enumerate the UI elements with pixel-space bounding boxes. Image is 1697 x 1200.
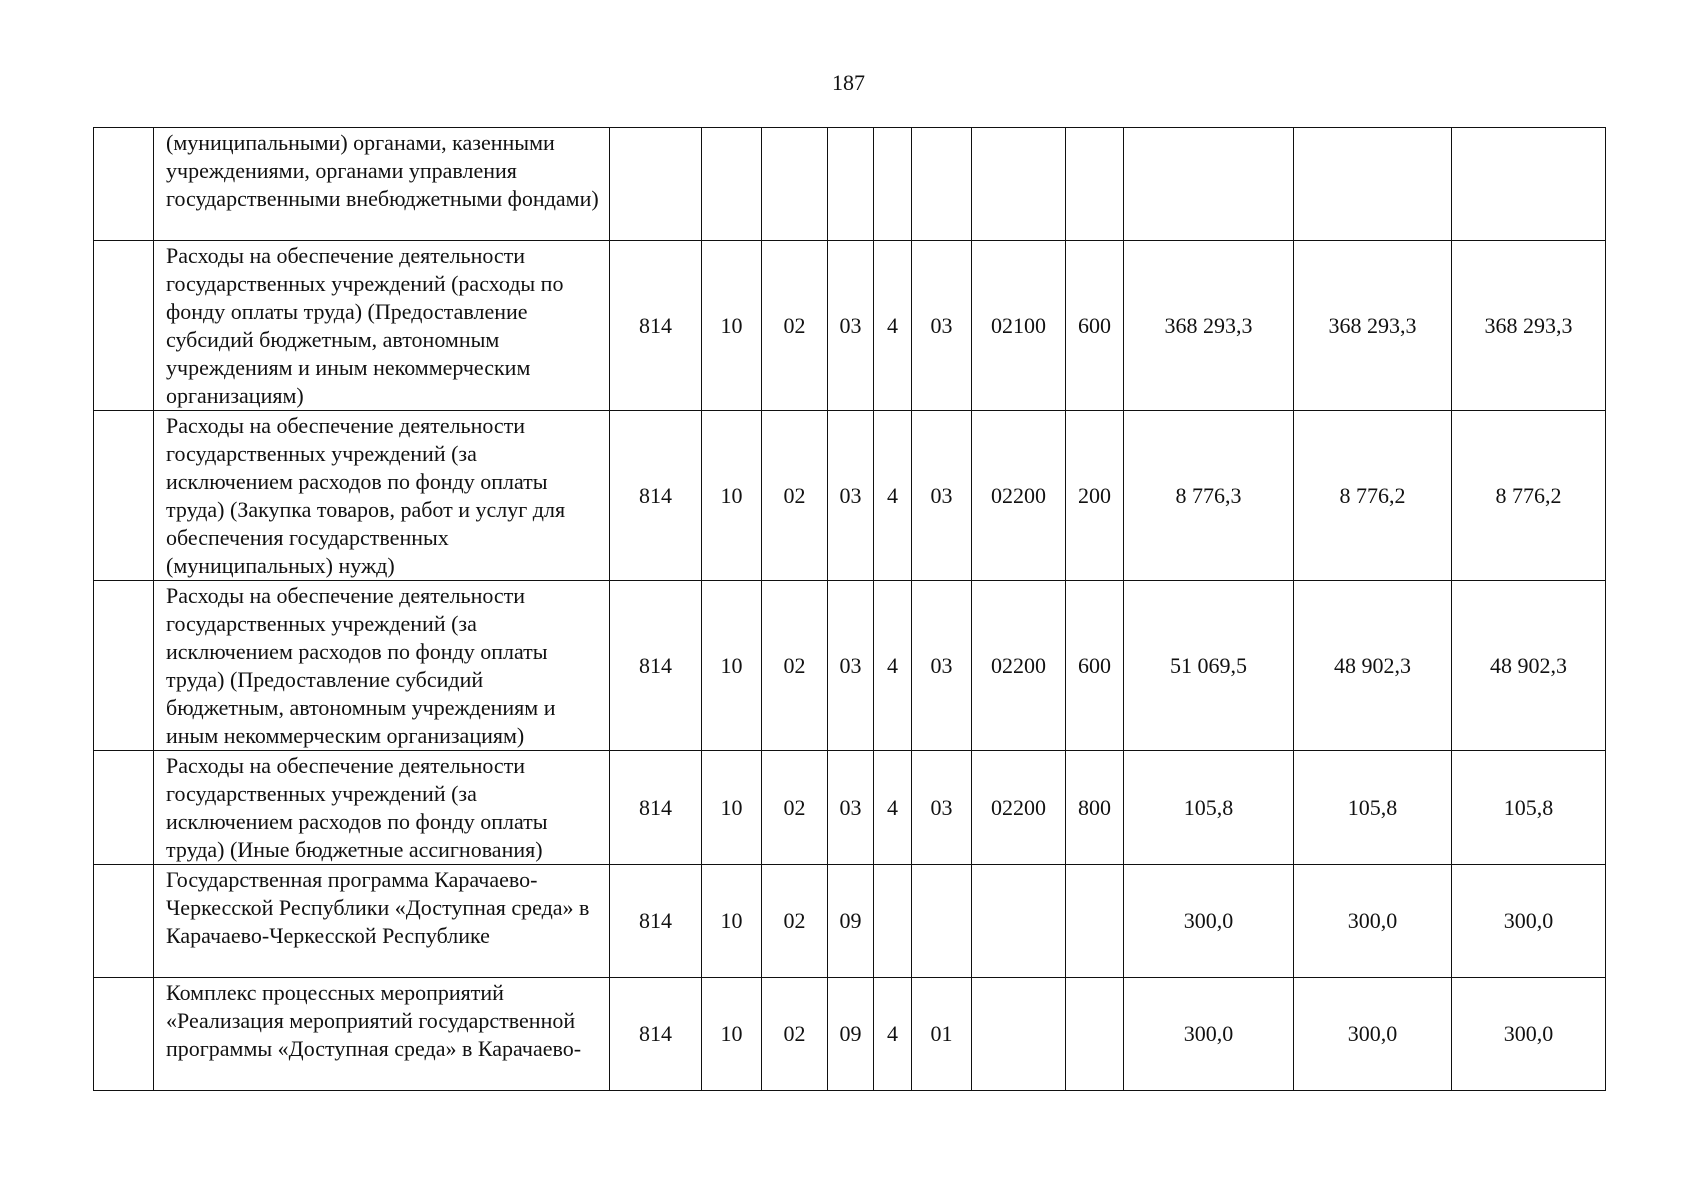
code-direction: 02200 xyxy=(972,581,1066,751)
amount-year-1: 300,0 xyxy=(1124,978,1294,1091)
amount-year-3: 48 902,3 xyxy=(1452,581,1606,751)
budget-table xyxy=(93,127,1606,1091)
code-direction: 02100 xyxy=(972,241,1066,411)
amount-year-2: 368 293,3 xyxy=(1294,241,1452,411)
code-expense-type xyxy=(1066,865,1124,978)
code-type: 4 xyxy=(874,411,912,581)
amount-year-2 xyxy=(1294,128,1452,241)
code-expense-type xyxy=(1066,128,1124,241)
code-type: 4 xyxy=(874,978,912,1091)
amount-year-3: 105,8 xyxy=(1452,751,1606,865)
code-admin: 814 xyxy=(610,581,702,751)
code-direction: 02200 xyxy=(972,411,1066,581)
amount-year-1: 8 776,3 xyxy=(1124,411,1294,581)
code-type: 4 xyxy=(874,241,912,411)
amount-year-2: 300,0 xyxy=(1294,865,1452,978)
row-description: Расходы на обеспечение деятельности государственных учреждений (расходы по фонду оплаты труда) (Предоставление субсидий бюджетным, автономным учреждениям и иным некоммерческим организациям) xyxy=(154,241,610,411)
amount-year-3: 368 293,3 xyxy=(1452,241,1606,411)
code-expense-type: 800 xyxy=(1066,751,1124,865)
amount-year-2: 105,8 xyxy=(1294,751,1452,865)
code-admin xyxy=(610,128,702,241)
row-description: Расходы на обеспечение деятельности государственных учреждений (за исключением расходов по фонду оплаты труда) (Закупка товаров, работ и услуг для обеспечения государственных (муниципальных) нужд) xyxy=(154,411,610,581)
code-program: 03 xyxy=(828,241,874,411)
row-index-cell xyxy=(94,241,154,411)
row-description: Расходы на обеспечение деятельности государственных учреждений (за исключением расходов по фонду оплаты труда) (Иные бюджетные ассигнования) xyxy=(154,751,610,865)
code-subsection xyxy=(762,128,828,241)
code-expense-type: 200 xyxy=(1066,411,1124,581)
code-direction xyxy=(972,865,1066,978)
code-expense-type: 600 xyxy=(1066,581,1124,751)
code-subsection: 02 xyxy=(762,581,828,751)
row-description: Расходы на обеспечение деятельности государственных учреждений (за исключением расходов по фонду оплаты труда) (Предоставление субсидий бюджетным, автономным учреждениям и иным некоммерческим организациям) xyxy=(154,581,610,751)
table-row xyxy=(94,978,1606,1091)
code-admin: 814 xyxy=(610,241,702,411)
code-complex xyxy=(912,865,972,978)
code-program: 03 xyxy=(828,411,874,581)
code-section: 10 xyxy=(702,865,762,978)
code-program xyxy=(828,128,874,241)
code-program: 09 xyxy=(828,978,874,1091)
row-index-cell xyxy=(94,751,154,865)
code-direction: 02200 xyxy=(972,751,1066,865)
table-row xyxy=(94,128,1606,241)
amount-year-1: 368 293,3 xyxy=(1124,241,1294,411)
code-program: 03 xyxy=(828,751,874,865)
code-complex: 03 xyxy=(912,411,972,581)
code-admin: 814 xyxy=(610,411,702,581)
code-section xyxy=(702,128,762,241)
code-section: 10 xyxy=(702,581,762,751)
table-row xyxy=(94,411,1606,581)
amount-year-3: 300,0 xyxy=(1452,865,1606,978)
code-subsection: 02 xyxy=(762,411,828,581)
row-index-cell xyxy=(94,581,154,751)
table-row xyxy=(94,581,1606,751)
amount-year-3: 8 776,2 xyxy=(1452,411,1606,581)
code-direction xyxy=(972,128,1066,241)
amount-year-1: 105,8 xyxy=(1124,751,1294,865)
code-admin: 814 xyxy=(610,978,702,1091)
amount-year-1: 300,0 xyxy=(1124,865,1294,978)
row-index-cell xyxy=(94,978,154,1091)
code-admin: 814 xyxy=(610,751,702,865)
amount-year-3: 300,0 xyxy=(1452,978,1606,1091)
code-direction xyxy=(972,978,1066,1091)
table-row xyxy=(94,241,1606,411)
amount-year-1 xyxy=(1124,128,1294,241)
row-description: Государственная программа Карачаево-Черкесской Республики «Доступная среда» в Карачаево-Черкесской Республике xyxy=(154,865,610,978)
code-complex: 03 xyxy=(912,751,972,865)
code-subsection: 02 xyxy=(762,978,828,1091)
code-type: 4 xyxy=(874,751,912,865)
code-type: 4 xyxy=(874,581,912,751)
amount-year-3 xyxy=(1452,128,1606,241)
code-section: 10 xyxy=(702,241,762,411)
row-index-cell xyxy=(94,128,154,241)
code-type xyxy=(874,128,912,241)
row-index-cell xyxy=(94,411,154,581)
code-section: 10 xyxy=(702,978,762,1091)
code-expense-type xyxy=(1066,978,1124,1091)
code-subsection: 02 xyxy=(762,241,828,411)
row-description: Комплекс процессных мероприятий «Реализация мероприятий государственной программы «Доступная среда» в Карачаево- xyxy=(154,978,610,1091)
code-program: 09 xyxy=(828,865,874,978)
code-complex: 01 xyxy=(912,978,972,1091)
code-section: 10 xyxy=(702,751,762,865)
code-program: 03 xyxy=(828,581,874,751)
amount-year-1: 51 069,5 xyxy=(1124,581,1294,751)
amount-year-2: 300,0 xyxy=(1294,978,1452,1091)
row-description: (муниципальными) органами, казенными учреждениями, органами управления государственными внебюджетными фондами) xyxy=(154,128,610,241)
row-index-cell xyxy=(94,865,154,978)
code-admin: 814 xyxy=(610,865,702,978)
code-subsection: 02 xyxy=(762,751,828,865)
code-type xyxy=(874,865,912,978)
amount-year-2: 48 902,3 xyxy=(1294,581,1452,751)
amount-year-2: 8 776,2 xyxy=(1294,411,1452,581)
code-complex: 03 xyxy=(912,241,972,411)
table-row xyxy=(94,865,1606,978)
table-row xyxy=(94,751,1606,865)
code-subsection: 02 xyxy=(762,865,828,978)
page-number: 187 xyxy=(832,70,865,95)
code-section: 10 xyxy=(702,411,762,581)
code-expense-type: 600 xyxy=(1066,241,1124,411)
code-complex xyxy=(912,128,972,241)
code-complex: 03 xyxy=(912,581,972,751)
